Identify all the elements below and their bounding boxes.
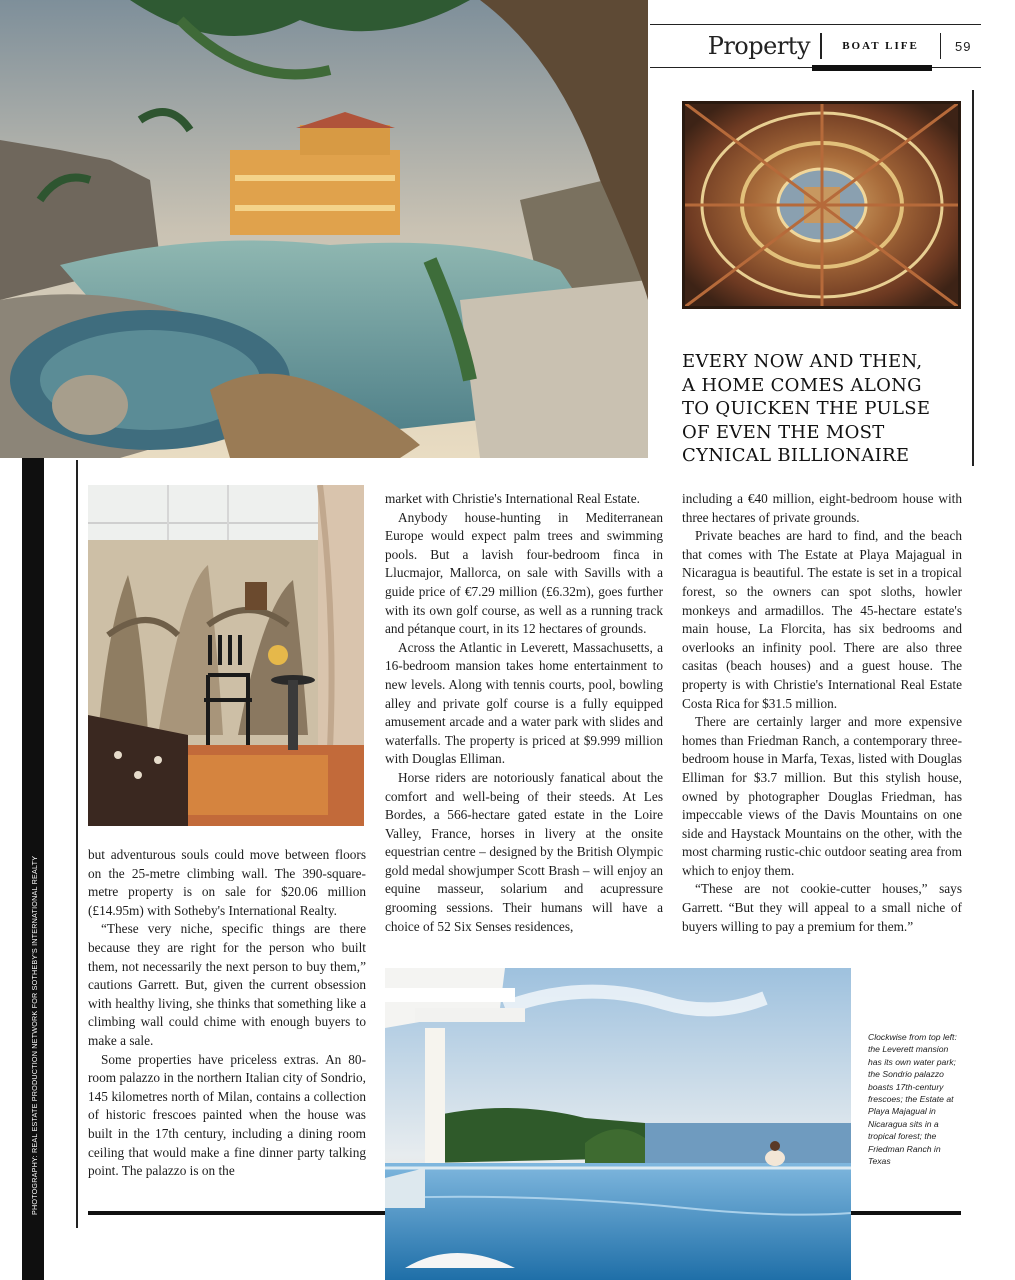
photo-credit: PHOTOGRAPHY: REAL ESTATE PRODUCTION NETWORK FOR SOTHEBY'S INTERNATIONAL REALTY [30, 855, 39, 1215]
paragraph: Some properties have priceless extras. An 80-room palazzo in the northern Italian city of Sondrio, 145 kilometres north of Milan, contains a collection of historic frescoes painted when the house was built in the 17th century, including a dining room ceiling that would make a fine dinner party talking point. The palazzo is on the [88, 1051, 366, 1179]
pull-quote-line: TO QUICKEN THE PULSE [682, 398, 931, 419]
paragraph: Private beaches are hard to find, and the beach that comes with The Estate at Playa Majagual in Nicaragua is beautiful. The estate is set in a tropical forest, so the owners can spot sloths, howler monkeys and armadillos. The 45-hectare estate's main house, La Florcita, has six bedrooms and overlooks an infinity pool. There are also three casitas (beach houses) and a guest house. The property is with Christie's International Real Estate Costa Rica for $31.5 million. [682, 528, 962, 711]
pull-quote-line: CYNICAL BILLIONAIRE [682, 445, 910, 466]
pull-quote-line: EVERY NOW AND THEN, [682, 351, 923, 372]
paragraph: “These are not cookie-cutter houses,” says Garrett. “But they will appeal to a small niche of buyers willing to pay a premium for them.” [682, 881, 962, 934]
paragraph: Anybody house-hunting in Mediterranean Europe would expect palm trees and swimming pools. But a lavish four-bedroom finca in Llucmajor, Mallorca, on sale with Savills with a guide price of €7.29 million (£6.32m), goes further with its own golf course, as well as a running track and pétanque court, in its 12 hectares of grounds. [385, 509, 663, 637]
paragraph: Across the Atlantic in Leverett, Massachusetts, a 16-bedroom mansion takes home entertainment to new levels. Along with tennis courts, pool, bowling alley and private golf course is a fully equipped amusement arcade and a water park with slides and waterfalls. The property is priced at $9.999 million with Douglas Elliman. [385, 639, 663, 767]
paragraph: Horse riders are notoriously fanatical about the comfort and well-being of their steeds. At Les Bordes, a 566-hectare gated estate in the Loire Valley, France, horses in livery at the onsite equestrian centre – designed by the British Olympic gold medal showjumper Scott Brash – will enjoy an equine masseur, solarium and acupressure grooming sessions. Their humans will have a choice of 52 Six Senses residences, [385, 769, 663, 934]
pull-quote-line: OF EVEN THE MOST [682, 421, 885, 443]
bottom-rule [851, 1211, 961, 1215]
infinity-pool-photo [385, 968, 851, 1280]
text-column-2 [385, 490, 663, 936]
interior-room-photo [88, 485, 364, 826]
magazine-name: BOAT LIFE [842, 40, 919, 52]
bottom-rule [88, 1211, 385, 1215]
header-tab [812, 65, 932, 71]
paragraph: “These very niche, specific things are there because they are right for the person who built them, not necessarily the next person to buy them,” cautions Garrett. But, given the current obsession with healthy living, she thinks that something like a climbing wall could chime with enough buyers to make a sale. [88, 921, 366, 1048]
text-column-3 [682, 490, 962, 936]
text-column-1 [88, 846, 366, 1181]
column-rule [972, 90, 974, 466]
paragraph: There are certainly larger and more expensive homes than Friedman Ranch, a contemporary three-bedroom house in Marfa, Texas, listed with Douglas Elliman for $3.7 million. But this stylish house, owned by photographer Douglas Friedman, has impeccable views of the Davis Mountains on one side and Haystack Mountains on the other, with the most charming rustic-chic outdoor seating area from which to enjoy them. [682, 714, 962, 878]
paragraph: including a €40 million, eight-bedroom house with three hectares of private grounds. [682, 491, 962, 525]
pull-quote-line: A HOME COMES ALONG [682, 374, 922, 396]
photo-caption: Clockwise from top left: the Leverett mansion has its own water park; the Sondrio palazzo boasts 17th-century frescoes; the Estate at Playa Majagual in Nicaragua sits in a tropical forest; the Friedman Ranch in Texas [868, 1032, 957, 1167]
page-number: 59 [955, 38, 972, 54]
water-park-photo [0, 0, 648, 458]
section-title: Property [707, 32, 810, 60]
paragraph: market with Christie's International Real Estate. [385, 491, 640, 506]
paragraph: but adventurous souls could move between floors on the 25-metre climbing wall. The 390-square-metre property is on sale for $20.06 million (£14.95m) with Sotheby's International Realty. [88, 847, 366, 918]
pull-quote [682, 350, 962, 468]
fresco-ceiling-photo [682, 101, 961, 309]
page-header [650, 24, 981, 68]
column-rule [76, 460, 78, 1228]
